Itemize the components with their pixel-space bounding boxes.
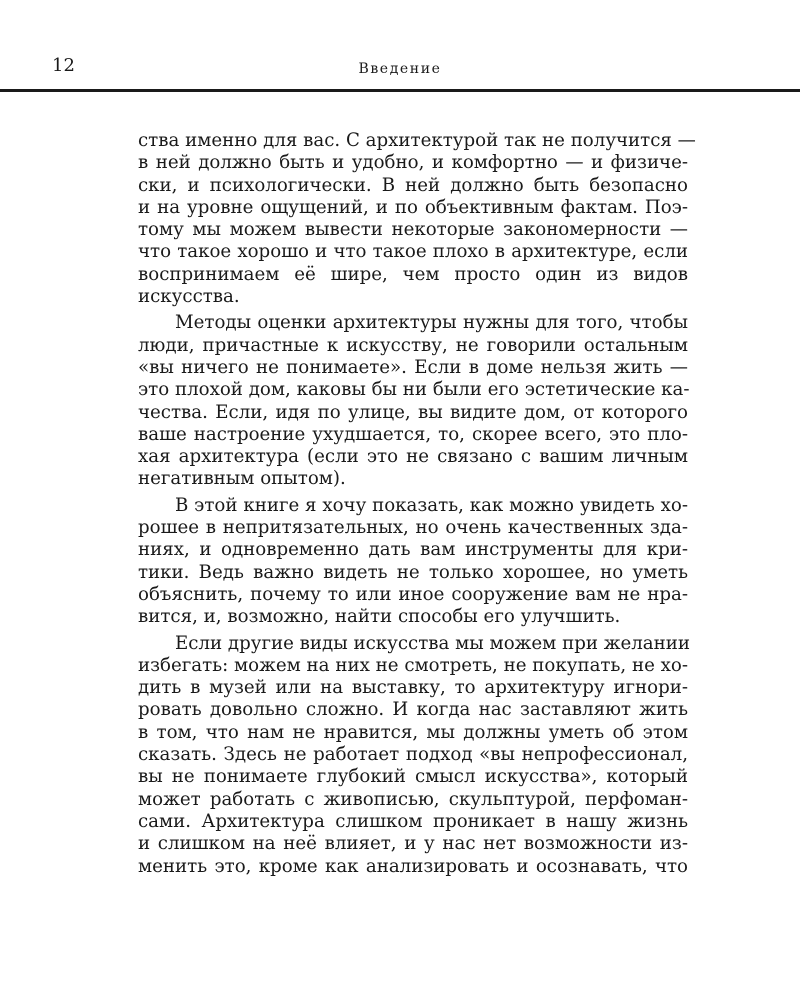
text-line: негативным опытом). (138, 468, 346, 490)
text-line: вы не понимаете глубокий смысл искусства», который (138, 766, 688, 788)
text-line: в ней должно быть и удобно, и комфортно — и физиче- (138, 152, 688, 174)
text-line: дить в музей или на выставку, то архитектуру игнори- (138, 677, 688, 699)
paragraph (138, 633, 688, 878)
text-line: в том, что нам не нравится, мы должны уметь об этом (138, 721, 688, 743)
text-line: ниях, и одновременно дать вам инструменты для кри- (138, 539, 688, 561)
text-line: это плохой дом, каковы бы ни были его эстетические ка- (138, 379, 690, 401)
text-line: хая архитектура (если это не связано с вашим личным (138, 446, 688, 468)
text-line: воспринимаем её шире, чем просто один из видов (138, 263, 688, 285)
text-line: тики. Ведь важно видеть не только хорошее, но уметь (138, 561, 688, 583)
text-line: объяснить, почему то или иное сооружение вам не нра- (138, 583, 688, 605)
text-line: и на уровне ощущений, и по объективным фактам. Поэ- (138, 196, 688, 218)
page-number: 12 (52, 55, 75, 76)
text-line: менить это, кроме как анализировать и осознавать, что (138, 855, 688, 877)
text-line: ваше настроение ухудшается, то, скорее всего, это пло- (138, 423, 688, 445)
running-header (0, 0, 800, 92)
paragraph (138, 130, 696, 308)
text-line: Если другие виды искусства мы можем при желании (175, 632, 690, 654)
text-line: искусства. (138, 286, 240, 308)
text-line: чества. Если, идя по улице, вы видите дом, от которого (138, 401, 688, 423)
text-line: может работать с живописью, скульптурой, перфоман- (138, 788, 688, 810)
text-line: ски, и психологически. В ней должно быть безопасно (138, 174, 688, 196)
text-line: вится, и, возможно, найти способы его улучшить. (138, 606, 621, 628)
text-line: ства именно для вас. С архитектурой так не получится — (138, 130, 696, 151)
paragraph (138, 495, 688, 629)
text-line: ровать довольно сложно. И когда нас заставляют жить (138, 699, 688, 721)
text-line: сказать. Здесь не работает подход «вы непрофессионал, (138, 744, 688, 766)
text-line: что такое хорошо и что такое плохо в архитектуре, если (138, 241, 688, 263)
text-line: рошее в непритязательных, но очень качественных зда- (138, 517, 688, 539)
text-line: и слишком на неё влияет, и у нас нет возможности из- (138, 833, 688, 855)
section-title: Введение (358, 61, 442, 77)
text-line: В этой книге я хочу показать, как можно увидеть хо- (175, 494, 688, 516)
paragraph (138, 312, 688, 490)
text-line: Методы оценки архитектуры нужны для того, чтобы (175, 312, 688, 334)
text-line: избегать: можем на них не смотреть, не покупать, не хо- (138, 654, 688, 676)
text-line: тому мы можем вывести некоторые закономерности — (138, 219, 688, 241)
text-line: люди, причастные к искусству, не говорили остальным (138, 334, 688, 356)
text-line: сами. Архитектура слишком проникает в нашу жизнь (138, 810, 688, 832)
text-line: «вы ничего не понимаете». Если в доме нельзя жить — (138, 356, 688, 378)
body-text (138, 130, 696, 878)
